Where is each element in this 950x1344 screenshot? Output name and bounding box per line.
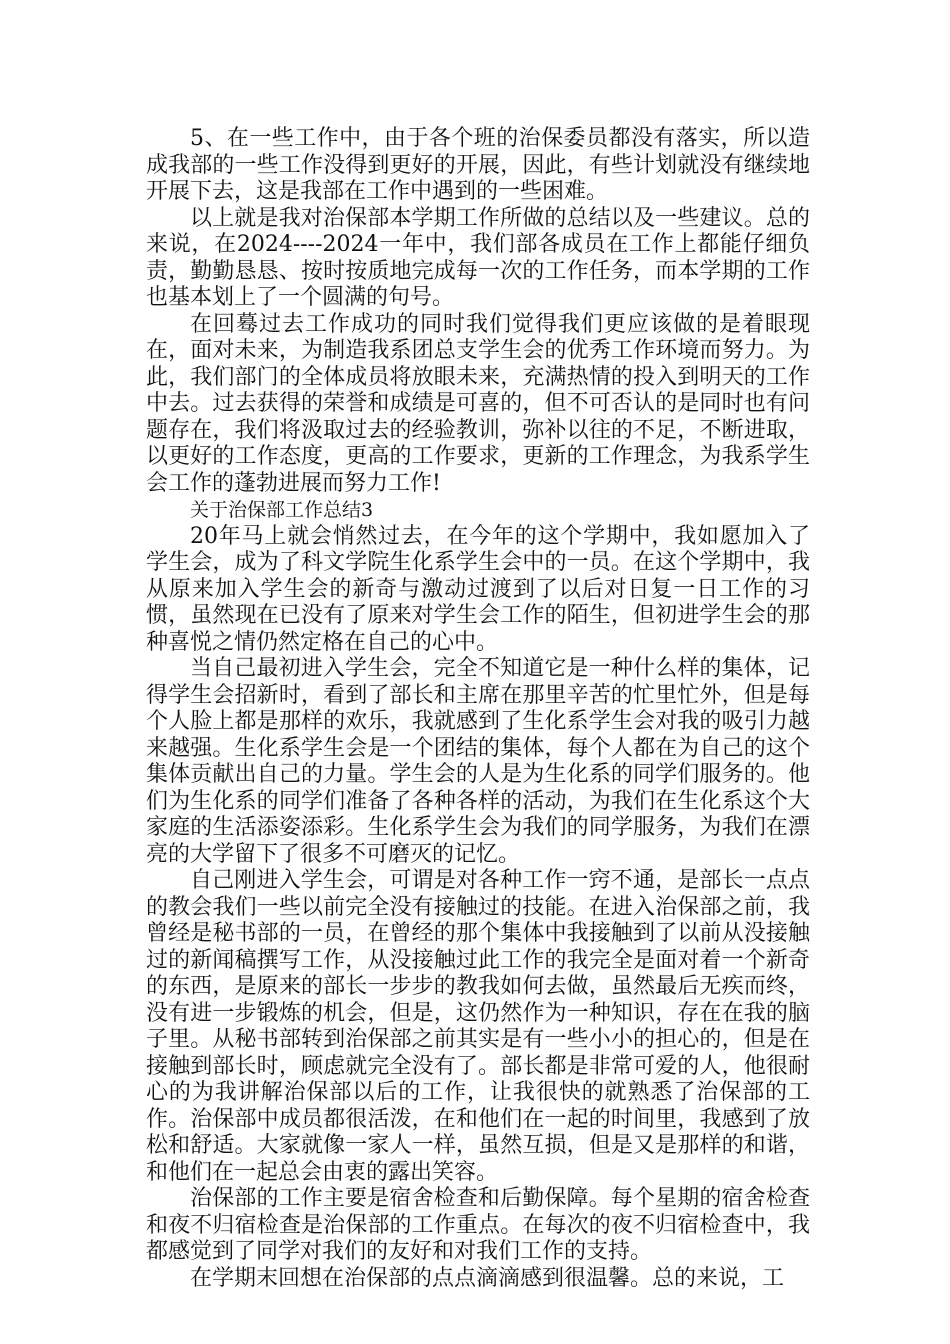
paragraph: 自己刚进入学生会，可谓是对各种工作一窍不通，是部长一点点的教会我们一些以前完全没有接触过的技能。在进入治保部之前，我曾经是秘书部的一员，在曾经的那个集体中我接触到了以前从没接触过的新闻稿撰写工作，从没接触过此工作的我完全是面对着一个新奇的东西，是原来的部长一步步的教我如何去做，虽然最后无疾而终，没有进一步锻炼的机会，但是，这仍然作为一种知识，存在在我的脑子里。从秘书部转到治保部之前其实是有一些小小的担心的，但是在接触到部长时，顾虑就完全没有了。部长都是非常可爱的人，他很耐心的为我讲解治保部以后的工作，让我很快的就熟悉了治保部的工作。治保部中成员都很活泼，在和他们在一起的时间里，我感到了放松和舒适。大家就像一家人一样，虽然互损，但是又是那样的和谐，和他们在一起总会由衷的露出笑容。 bbox=[146, 868, 810, 1185]
document-body bbox=[146, 126, 810, 1292]
section-title: 关于治保部工作总结3 bbox=[190, 499, 374, 521]
paragraph: 5、在一些工作中，由于各个班的治保委员都没有落实，所以造成我部的一些工作没得到更好的开展，因此，有些计划就没有继续地开展下去，这是我部在工作中遇到的一些困难。 bbox=[146, 126, 810, 204]
paragraph: 在回蓦过去工作成功的同时我们觉得我们更应该做的是着眼现在，面对未来，为制造我系团总支学生会的优秀工作环境而努力。为此，我们部门的全体成员将放眼未来，充满热情的投入到明天的工作中去。过去获得的荣誉和成绩是可喜的，但不可否认的是同时也有问题存在，我们将汲取过去的经验教训，弥补以往的不足，不断进取，以更好的工作态度，更高的工作要求，更新的工作理念，为我系学生会工作的蓬勃进展而努力工作! bbox=[146, 311, 810, 496]
paragraph: 在学期末回想在治保部的点点滴滴感到很温馨。总的来说，工 bbox=[190, 1265, 785, 1291]
paragraph: 以上就是我对治保部本学期工作所做的总结以及一些建议。总的来说，在2024----2024一年中，我们部各成员在工作上都能仔细负责，勤勤恳恳、按时按质地完成每一次的工作任务，而本学期的工作也基本划上了一个圆满的句号。 bbox=[146, 205, 810, 310]
paragraph: 治保部的工作主要是宿舍检查和后勤保障。每个星期的宿舍检查和夜不归宿检查是治保部的工作重点。在每次的夜不归宿检查中，我都感觉到了同学对我们的友好和对我们工作的支持。 bbox=[146, 1186, 810, 1264]
paragraph: 20年马上就会悄然过去，在今年的这个学期中，我如愿加入了学生会，成为了科文学院生化系学生会中的一员。在这个学期中，我从原来加入学生会的新奇与激动过渡到了以后对日复一日工作的习惯，虽然现在已没有了原来对学生会工作的陌生，但初进学生会的那种喜悦之情仍然定格在自己的心中。 bbox=[146, 523, 810, 655]
paragraph: 当自己最初进入学生会，完全不知道它是一种什么样的集体，记得学生会招新时，看到了部长和主席在那里辛苦的忙里忙外，但是每个人脸上都是那样的欢乐，我就感到了生化系学生会对我的吸引力越来越强。生化系学生会是一个团结的集体，每个人都在为自己的这个集体贡献出自己的力量。学生会的人是为生化系的同学们服务的。他们为生化系的同学们准备了各种各样的活动，为我们在生化系这个大家庭的生活添姿添彩。生化系学生会为我们的同学服务，为我们在漂亮的大学留下了很多不可磨灭的记忆。 bbox=[146, 656, 810, 867]
